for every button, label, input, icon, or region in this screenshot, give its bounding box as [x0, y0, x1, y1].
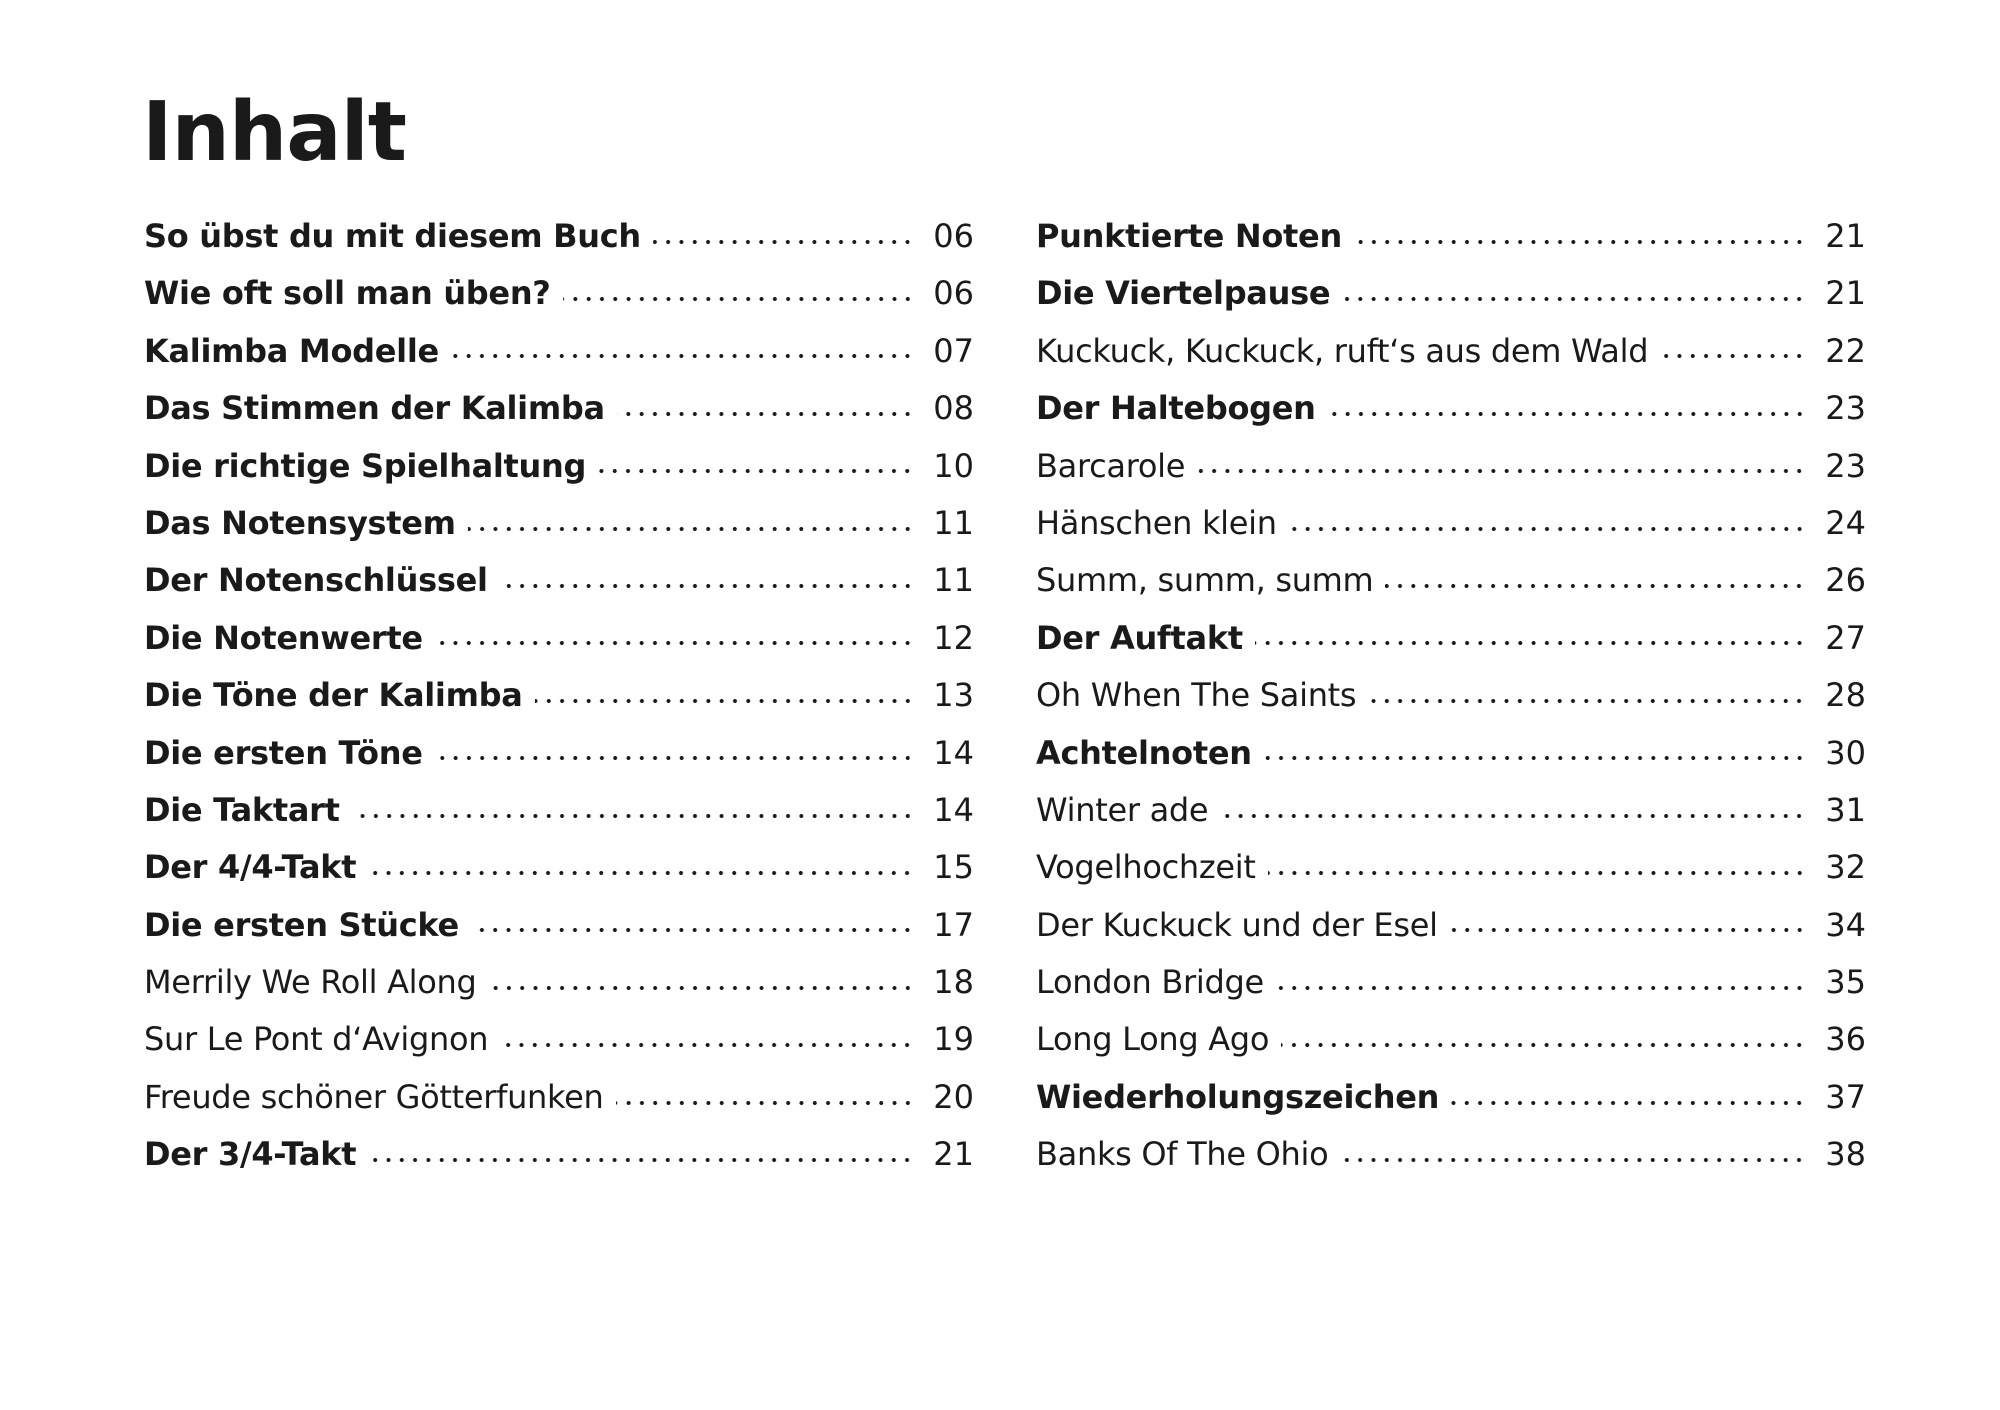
toc-entry-page: 12: [933, 618, 974, 657]
dot-leader: [1450, 925, 1806, 935]
toc-entry-page: 06: [933, 217, 974, 255]
toc-entry-page: 17: [933, 905, 974, 944]
toc-entry: [1036, 839, 1866, 896]
dot-leader: [616, 1098, 915, 1108]
toc-entry: [1036, 610, 1866, 667]
dot-leader: [451, 351, 914, 361]
toc-entry-title: Summ, summ, summ: [1036, 561, 1374, 600]
toc-entry-title: Kalimba Modelle: [144, 331, 439, 370]
toc-entry: [144, 782, 974, 839]
toc-entry: [144, 380, 974, 437]
toc-entry: [1036, 897, 1866, 954]
toc-entry: [1036, 438, 1866, 495]
dot-leader: [471, 925, 914, 935]
toc-entry-page: 27: [1825, 618, 1866, 657]
toc-entry-page: 10: [933, 446, 974, 485]
toc-entry: [144, 438, 974, 495]
toc-entry-page: 14: [933, 790, 974, 829]
toc-column-right: [1036, 208, 1866, 1184]
dot-leader: [1342, 294, 1806, 304]
toc-entry-title: Die ersten Stücke: [144, 905, 459, 944]
toc-entry: [1036, 667, 1866, 724]
toc-entry-title: Barcarole: [1036, 446, 1186, 485]
toc-entry-title: Achtelnoten: [1036, 733, 1252, 772]
toc-entry-title: Punktierte Noten: [1036, 217, 1342, 255]
toc-entry-title: Vogelhochzeit: [1036, 848, 1256, 887]
toc-entry-page: 36: [1825, 1020, 1866, 1059]
toc-entry-page: 08: [933, 389, 974, 428]
toc-entry-title: Wie oft soll man üben?: [144, 274, 551, 313]
toc-entry: [144, 839, 974, 896]
toc-entry-page: 22: [1825, 331, 1866, 370]
toc-entry-title: Winter ade: [1036, 790, 1209, 829]
toc-entry-title: London Bridge: [1036, 963, 1264, 1002]
toc-entry-page: 21: [1825, 217, 1866, 255]
toc-entry-page: 26: [1825, 561, 1866, 600]
dot-leader: [1268, 868, 1806, 878]
toc-entry-page: 24: [1825, 503, 1866, 542]
dot-leader: [1197, 466, 1806, 476]
toc-entry: [1036, 265, 1866, 322]
dot-leader: [1385, 581, 1806, 591]
toc-entry-title: Wiederholungszeichen: [1036, 1077, 1440, 1116]
toc-entry-page: 23: [1825, 389, 1866, 428]
dot-leader: [1276, 983, 1806, 993]
toc-entry: [144, 265, 974, 322]
toc-entry: [1036, 380, 1866, 437]
dot-leader: [535, 696, 914, 706]
toc-entry: [1036, 1069, 1866, 1126]
dot-leader: [1328, 409, 1806, 419]
toc-entry-page: 21: [1825, 274, 1866, 313]
toc-entry-title: Die Notenwerte: [144, 618, 423, 657]
toc-entry-page: 11: [933, 503, 974, 542]
toc-entry: [144, 495, 974, 552]
toc-entry-title: Das Stimmen der Kalimba: [144, 389, 605, 428]
toc-entry-title: Merrily We Roll Along: [144, 963, 477, 1002]
dot-leader: [1660, 351, 1806, 361]
toc-entry: [144, 1011, 974, 1068]
toc-entry: [144, 208, 974, 265]
toc-entry-title: So übst du mit diesem Buch: [144, 217, 641, 255]
toc-entry-page: 19: [933, 1020, 974, 1059]
toc-entry: [1036, 495, 1866, 552]
dot-leader: [1451, 1098, 1806, 1108]
toc-entry-title: Long Long Ago: [1036, 1020, 1270, 1059]
dot-leader: [653, 237, 914, 247]
toc-entry-title: Der Auftakt: [1036, 618, 1243, 657]
dot-leader: [598, 466, 914, 476]
toc-entry: [1036, 552, 1866, 609]
toc-entry-title: Hänschen klein: [1036, 503, 1277, 542]
dot-leader: [1255, 638, 1806, 648]
toc-entry: [144, 1069, 974, 1126]
toc-entry: [1036, 782, 1866, 839]
toc-entry-title: Die ersten Töne: [144, 733, 423, 772]
toc-entry-title: Der Haltebogen: [1036, 389, 1316, 428]
toc-entry-page: 06: [933, 274, 974, 313]
toc-entry-page: 34: [1825, 905, 1866, 944]
toc-entry-title: Banks Of The Ohio: [1036, 1135, 1329, 1174]
toc-entry-title: Die Taktart: [144, 790, 340, 829]
dot-leader: [489, 983, 914, 993]
toc-entry: [144, 667, 974, 724]
toc-entry-title: Die Viertelpause: [1036, 274, 1331, 313]
dot-leader: [563, 294, 914, 304]
dot-leader: [1340, 1155, 1806, 1165]
toc-entry-page: 15: [933, 848, 974, 887]
toc-entry-page: 14: [933, 733, 974, 772]
dot-leader: [352, 811, 914, 821]
dot-leader: [617, 409, 914, 419]
toc-entry: [1036, 954, 1866, 1011]
toc-entry-page: 07: [933, 331, 974, 370]
toc-entry-page: 35: [1825, 963, 1866, 1002]
toc-entry-page: 18: [933, 963, 974, 1002]
toc-entry-title: Oh When The Saints: [1036, 676, 1357, 715]
toc-entry-page: 11: [933, 561, 974, 600]
toc-entry: [1036, 725, 1866, 782]
toc-entry-title: Freude schöner Götterfunken: [144, 1077, 604, 1116]
toc-entry-page: 32: [1825, 848, 1866, 887]
toc-entry: [1036, 208, 1866, 265]
toc-entry: [144, 610, 974, 667]
toc-entry-page: 38: [1825, 1135, 1866, 1174]
dot-leader: [1368, 696, 1806, 706]
toc-entry-page: 23: [1825, 446, 1866, 485]
dot-leader: [435, 638, 914, 648]
dot-leader: [500, 581, 914, 591]
dot-leader: [1281, 1040, 1806, 1050]
dot-leader: [1354, 237, 1806, 247]
toc-entry-page: 30: [1825, 733, 1866, 772]
dot-leader: [1289, 524, 1806, 534]
toc-entry-page: 37: [1825, 1077, 1866, 1116]
toc-entry: [1036, 1011, 1866, 1068]
toc-entry-page: 21: [933, 1135, 974, 1174]
toc-entry-title: Der 3/4-Takt: [144, 1135, 357, 1174]
toc-entry: [144, 552, 974, 609]
toc-entry: [144, 897, 974, 954]
toc-entry-page: 31: [1825, 790, 1866, 829]
toc-entry-title: Die richtige Spielhaltung: [144, 446, 587, 485]
dot-leader: [368, 1155, 914, 1165]
dot-leader: [435, 753, 914, 763]
dot-leader: [1264, 753, 1806, 763]
toc-entry-title: Der 4/4-Takt: [144, 848, 357, 887]
toc-entry: [144, 323, 974, 380]
toc-entry: [144, 725, 974, 782]
toc-entry-page: 20: [933, 1077, 974, 1116]
toc-entry: [144, 954, 974, 1011]
toc-entry: [1036, 323, 1866, 380]
toc-entry-page: 13: [933, 676, 974, 715]
toc-entry-title: Kuckuck, Kuckuck, ruft‘s aus dem Wald: [1036, 331, 1649, 370]
dot-leader: [500, 1040, 914, 1050]
toc-entry-title: Der Notenschlüssel: [144, 561, 488, 600]
toc-entry: [144, 1126, 974, 1183]
toc-entry-title: Sur Le Pont d‘Avignon: [144, 1020, 489, 1059]
toc-entry-title: Der Kuckuck und der Esel: [1036, 905, 1438, 944]
dot-leader: [368, 868, 914, 878]
dot-leader: [1220, 811, 1806, 821]
toc-entry: [1036, 1126, 1866, 1183]
toc-entry-page: 28: [1825, 676, 1866, 715]
toc-entry-title: Die Töne der Kalimba: [144, 676, 523, 715]
page-title: Inhalt: [142, 85, 406, 180]
dot-leader: [468, 524, 914, 534]
toc-entry-title: Das Notensystem: [144, 503, 456, 542]
toc-column-left: [144, 208, 974, 1184]
